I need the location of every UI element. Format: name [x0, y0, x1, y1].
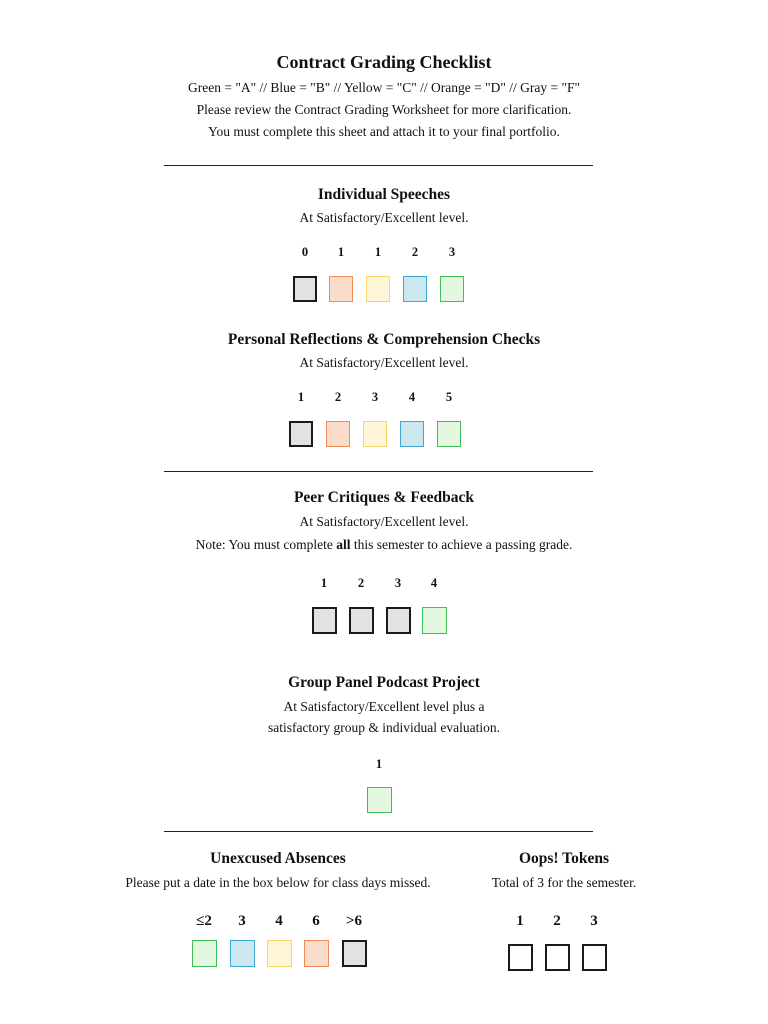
grade-checkbox-green[interactable] [422, 607, 447, 634]
section-subtitle-personal-reflections: At Satisfactory/Excellent level. [299, 355, 469, 370]
grade-checkbox-orange[interactable] [329, 276, 353, 302]
checkbox-label: 3 [394, 576, 402, 590]
grade-checkbox-gray[interactable] [349, 607, 374, 634]
checkbox-label: 1 [516, 913, 524, 929]
grade-color-legend: Green = "A" // Blue = "B" // Yellow = "C" // Orange = "D" // Gray = "F" [187, 80, 581, 95]
grade-checkbox-green[interactable] [192, 940, 217, 967]
grade-checkbox-blue[interactable] [230, 940, 255, 967]
section-subtitle-individual-speeches: At Satisfactory/Excellent level. [299, 210, 469, 225]
checkbox-label: >6 [345, 913, 363, 929]
checkbox-label: 1 [320, 576, 328, 590]
checkbox-label: 4 [408, 390, 416, 404]
grade-checkbox-yellow[interactable] [267, 940, 292, 967]
checkbox-label: 2 [334, 390, 342, 404]
section-title-unexcused-absences: Unexcused Absences [210, 850, 346, 867]
section-title-personal-reflections: Personal Reflections & Comprehension Checks [227, 331, 541, 348]
grade-checkbox-yellow[interactable] [366, 276, 390, 302]
note-prefix: Note: You must complete [195, 537, 337, 552]
divider [164, 831, 593, 832]
grade-checkbox-blue[interactable] [400, 421, 424, 447]
checkbox-label: ≤2 [196, 913, 212, 929]
note-suffix: this semester to achieve a passing grade. [350, 537, 573, 552]
section-subtitle-group-podcast-1: At Satisfactory/Excellent level plus a [283, 699, 485, 714]
divider [164, 165, 593, 166]
section-title-group-podcast: Group Panel Podcast Project [288, 674, 480, 691]
grade-checkbox-green[interactable] [437, 421, 461, 447]
section-title-oops-tokens: Oops! Tokens [518, 850, 610, 867]
checkbox-label: 1 [374, 245, 382, 259]
completion-instruction: You must complete this sheet and attach it to your final portfolio. [208, 124, 560, 139]
checkbox-label: 1 [337, 245, 345, 259]
grade-checkbox-white[interactable] [508, 944, 533, 971]
checkbox-label: 6 [312, 913, 320, 929]
grade-checkbox-green[interactable] [367, 787, 392, 813]
grade-checkbox-gray[interactable] [312, 607, 337, 634]
checkbox-label: 3 [590, 913, 598, 929]
grade-checkbox-blue[interactable] [403, 276, 427, 302]
grade-checkbox-orange[interactable] [326, 421, 350, 447]
checkbox-label: 3 [448, 245, 456, 259]
divider [164, 471, 593, 472]
checkbox-label: 1 [297, 390, 305, 404]
section-subtitle-peer-critiques: At Satisfactory/Excellent level. [299, 514, 469, 529]
grade-checkbox-gray[interactable] [289, 421, 313, 447]
note-emphasis: all [336, 537, 351, 552]
section-subtitle-group-podcast-2: satisfactory group & individual evaluation. [267, 720, 501, 735]
checkbox-label: 4 [275, 913, 283, 929]
section-title-peer-critiques: Peer Critiques & Feedback [293, 489, 475, 506]
checkbox-label: 0 [301, 245, 309, 259]
section-title-individual-speeches: Individual Speeches [317, 186, 451, 203]
checkbox-label: 5 [445, 390, 453, 404]
checkbox-label: 3 [371, 390, 379, 404]
section-subtitle-unexcused-absences: Please put a date in the box below for class days missed. [125, 875, 431, 890]
grade-checkbox-green[interactable] [440, 276, 464, 302]
grade-checkbox-yellow[interactable] [363, 421, 387, 447]
checkbox-label: 1 [375, 757, 383, 771]
grade-checkbox-white[interactable] [545, 944, 570, 971]
checkbox-label: 3 [238, 913, 246, 929]
section-subtitle-oops-tokens: Total of 3 for the semester. [491, 875, 637, 890]
checkbox-label: 4 [430, 576, 438, 590]
grade-checkbox-white[interactable] [582, 944, 607, 971]
grade-checkbox-gray[interactable] [386, 607, 411, 634]
grade-checkbox-orange[interactable] [304, 940, 329, 967]
section-note-peer-critiques [0, 537, 768, 553]
checkbox-label: 2 [411, 245, 419, 259]
review-instruction: Please review the Contract Grading Worksheet for more clarification. [196, 102, 572, 117]
grade-checkbox-gray[interactable] [293, 276, 317, 302]
checkbox-label: 2 [553, 913, 561, 929]
grade-checkbox-gray[interactable] [342, 940, 367, 967]
checkbox-label: 2 [357, 576, 365, 590]
page-title: Contract Grading Checklist [276, 52, 492, 72]
